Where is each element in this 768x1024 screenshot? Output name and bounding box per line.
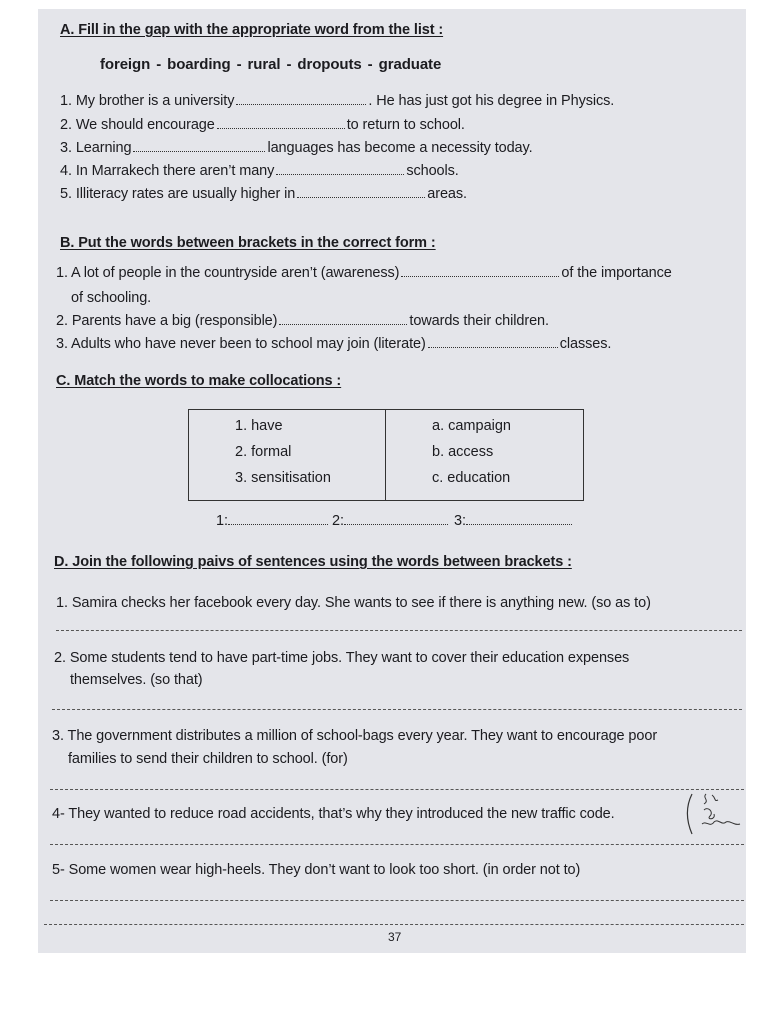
a-item-5 (60, 185, 467, 203)
left-column (189, 410, 386, 501)
right-column (386, 410, 584, 501)
b-item-1-continued: of schooling. (71, 290, 152, 306)
page-number: 37 (388, 930, 402, 944)
a-item-3-rest: languages has become a necessity today. (267, 140, 533, 156)
a-item-3-gap[interactable] (133, 139, 265, 152)
d-answer-line-6[interactable] (44, 924, 744, 925)
right-word: a. campaign (432, 418, 511, 434)
d-item-3-continued: families to send their children to school. (for) (68, 751, 348, 767)
d-item-5: 5- Some women wear high-heels. They don’t want to look too short. (in order not to) (52, 862, 581, 878)
b-item-3-rest: classes. (559, 336, 612, 352)
b-item-3-gap[interactable] (428, 335, 558, 348)
match-answer-3-gap[interactable] (466, 512, 572, 525)
a-item-1-text: 1. My brother is a university (60, 93, 235, 109)
b-item-2-gap[interactable] (279, 312, 407, 325)
a-item-4-gap[interactable] (276, 162, 404, 175)
a-item-4-text: 4. In Marrakech there aren’t many (60, 163, 275, 179)
d-item-3: 3. The government distributes a million of school-bags every year. They want to encourage poor (52, 728, 658, 744)
section-b-heading: B. Put the words between brackets in the correct form : (60, 235, 436, 251)
section-d-heading: D. Join the following paivs of sentences using the words between brackets : (54, 554, 572, 570)
a-item-4-rest: schools. (406, 163, 459, 179)
d-answer-line-1[interactable] (56, 630, 742, 631)
a-item-2 (60, 116, 465, 134)
a-item-5-gap[interactable] (297, 185, 425, 198)
collocation-table (188, 409, 584, 501)
d-answer-line-2[interactable] (52, 709, 742, 710)
match-answer-2-gap[interactable] (344, 512, 448, 525)
a-item-2-gap[interactable] (217, 116, 345, 129)
d-item-2: 2. Some students tend to have part-time jobs. They want to cover their education expenses (54, 650, 630, 666)
match-answer-1 (216, 512, 328, 530)
match-answer-2-label: 2: (332, 513, 344, 529)
match-answer-2 (332, 512, 448, 530)
b-item-1 (56, 264, 672, 282)
d-answer-line-4[interactable] (50, 844, 744, 845)
right-word: c. education (432, 470, 511, 486)
d-item-1: 1. Samira checks her facebook every day. She wants to see if there is anything new. (so as to) (56, 595, 651, 611)
handwritten-scribble-icon (684, 790, 744, 840)
match-answer-3 (454, 512, 572, 530)
a-item-1-gap[interactable] (236, 92, 366, 105)
b-item-2-text: 2. Parents have a big (responsible) (56, 313, 278, 329)
word-list: foreign - boarding - rural - dropouts - graduate (100, 56, 442, 73)
d-answer-line-5[interactable] (50, 900, 744, 901)
left-word: 2. formal (235, 444, 292, 460)
match-answer-3-label: 3: (454, 513, 466, 529)
b-item-2 (56, 312, 549, 330)
b-item-1-rest: of the importance (561, 265, 672, 281)
a-item-2-rest: to return to school. (346, 117, 465, 133)
a-item-2-text: 2. We should encourage (60, 117, 215, 133)
a-item-5-rest: areas. (427, 186, 467, 202)
left-word: 3. sensitisation (235, 470, 331, 486)
b-item-2-rest: towards their children. (409, 313, 549, 329)
a-item-4 (60, 162, 459, 180)
b-item-3-text: 3. Adults who have never been to school may join (literate) (56, 336, 426, 352)
a-item-1-rest: . He has just got his degree in Physics. (368, 93, 615, 109)
b-item-1-text: 1. A lot of people in the countryside aren’t (awareness) (56, 265, 400, 281)
a-item-3-text: 3. Learning (60, 140, 132, 156)
d-item-2-continued: themselves. (so that) (70, 672, 203, 688)
d-answer-line-3[interactable] (50, 789, 744, 790)
d-item-4: 4- They wanted to reduce road accidents, that’s why they introduced the new traffic code. (52, 806, 615, 822)
section-a-heading: A. Fill in the gap with the appropriate word from the list : (60, 22, 444, 38)
match-answer-1-label: 1: (216, 513, 228, 529)
section-c-heading: C. Match the words to make collocations : (56, 373, 342, 389)
match-answer-1-gap[interactable] (228, 512, 328, 525)
a-item-5-text: 5. Illiteracy rates are usually higher in (60, 186, 296, 202)
b-item-1-gap[interactable] (401, 264, 559, 277)
right-word: b. access (432, 444, 494, 460)
left-word: 1. have (235, 418, 283, 434)
b-item-3 (56, 335, 611, 353)
a-item-3 (60, 139, 533, 157)
a-item-1 (60, 92, 614, 110)
